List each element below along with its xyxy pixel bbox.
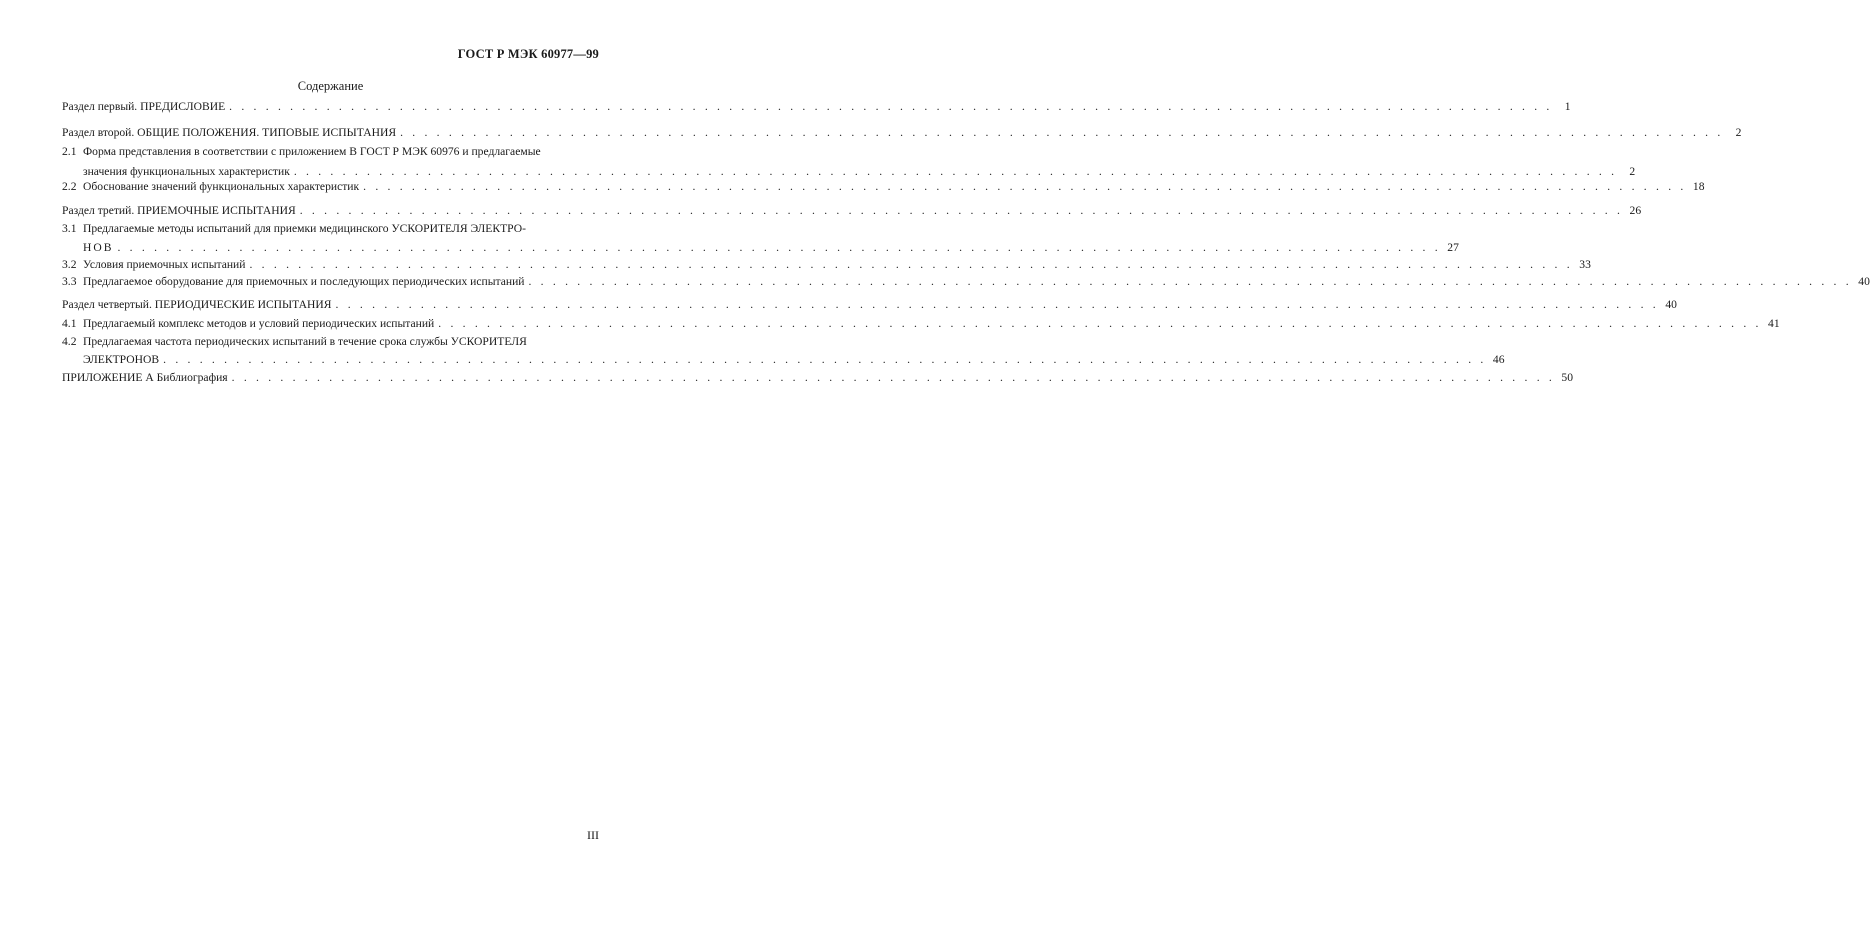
toc-entry-text: Раздел второй. ОБЩИЕ ПОЛОЖЕНИЯ. ТИПОВЫЕ ИСПЫТАНИЯ xyxy=(62,126,397,139)
leader-dots xyxy=(300,204,1623,218)
leader-dots xyxy=(229,100,1552,114)
document-header: ГОСТ Р МЭК 60977—99 xyxy=(457,47,599,61)
toc-entry-number: 3.1 xyxy=(62,222,77,235)
toc-entry-page: 27 xyxy=(1447,241,1459,254)
toc-entry-page: 40 xyxy=(1665,298,1677,311)
toc-entry-text: Форма представления в соответствии с приложением В ГОСТ Р МЭК 60976 и предлагаемые xyxy=(83,145,541,158)
leader-dots xyxy=(117,241,1440,255)
toc-entry-text: Раздел первый. ПРЕДИСЛОВИЕ xyxy=(62,100,226,113)
toc-entry-text: Предлагаемый комплекс методов и условий периодических испытаний xyxy=(83,317,435,330)
toc-entry-section-3[interactable] xyxy=(62,204,1642,218)
toc-entry-text: Раздел третий. ПРИЕМОЧНЫЕ ИСПЫТАНИЯ xyxy=(62,204,296,217)
toc-entry-page: 18 xyxy=(1692,180,1705,193)
toc-entry-text: Раздел четвертый. ПЕРИОДИЧЕСКИЕ ИСПЫТАНИЯ xyxy=(62,298,332,311)
toc-entry-text-continued: значения функциональных характеристик xyxy=(83,165,290,178)
toc-entry-2-2[interactable] xyxy=(62,180,1705,194)
toc-entry-3-1[interactable] xyxy=(62,222,1459,255)
toc-entry-section-1[interactable] xyxy=(62,100,1571,114)
toc-entry-page: 1 xyxy=(1564,100,1571,113)
toc-entry-text: Условия приемочных испытаний xyxy=(83,258,246,271)
toc-entry-section-2[interactable] xyxy=(62,126,1742,140)
toc-entry-3-2[interactable] xyxy=(62,258,1591,272)
toc-entry-number: 4.1 xyxy=(62,317,77,330)
toc-entry-appendix-a[interactable] xyxy=(62,371,1573,385)
toc-entry-text: Предлагаемая частота периодических испытаний в течение срока службы УСКОРИТЕЛЯ xyxy=(83,335,527,348)
toc-entry-page: 33 xyxy=(1579,258,1591,271)
toc-entry-number: 3.3 xyxy=(62,275,77,288)
leader-dots xyxy=(400,126,1723,140)
toc-entry-2-1[interactable] xyxy=(62,145,1636,179)
toc-entry-text-continued: НОВ xyxy=(83,241,114,254)
leader-dots xyxy=(528,275,1851,289)
toc-entry-text: Предлагаемые методы испытаний для приемки медицинского УСКОРИТЕЛЯ ЭЛЕКТРО- xyxy=(83,222,526,235)
leader-dots xyxy=(249,258,1572,272)
toc-entry-page: 2 xyxy=(1629,165,1636,178)
toc-entry-number: 4.2 xyxy=(62,335,77,348)
toc-entry-4-1[interactable] xyxy=(62,317,1780,331)
toc-entry-page: 40 xyxy=(1858,275,1870,288)
toc-entry-page: 50 xyxy=(1561,371,1573,384)
leader-dots xyxy=(232,371,1555,385)
toc-entry-number: 2.2 xyxy=(62,180,77,193)
toc-entry-section-4[interactable] xyxy=(62,298,1677,312)
toc-entry-text: Предлагаемое оборудование для приемочных и последующих периодических испытаний xyxy=(83,275,525,288)
toc-entry-number: 3.2 xyxy=(62,258,77,271)
toc-entry-page: 46 xyxy=(1492,353,1505,366)
toc-entry-4-2[interactable] xyxy=(62,335,1505,367)
toc-entry-text-continued: ЭЛЕКТРОНОВ xyxy=(83,353,160,366)
toc-entry-page: 2 xyxy=(1735,126,1742,139)
leader-dots xyxy=(438,317,1761,331)
leader-dots xyxy=(363,180,1686,194)
page-number: III xyxy=(587,828,599,842)
toc-entry-text: ПРИЛОЖЕНИЕ А Библиография xyxy=(62,371,228,384)
toc-title: Содержание xyxy=(297,79,364,93)
leader-dots xyxy=(336,298,1659,312)
toc-entry-page: 26 xyxy=(1629,204,1642,217)
toc-entry-text: Обоснование значений функциональных характеристик xyxy=(83,180,360,193)
toc-entry-number: 2.1 xyxy=(62,145,77,158)
toc-entry-3-3[interactable] xyxy=(62,275,1870,289)
toc-entry-page: 41 xyxy=(1768,317,1780,330)
leader-dots xyxy=(294,165,1617,179)
leader-dots xyxy=(163,353,1486,367)
